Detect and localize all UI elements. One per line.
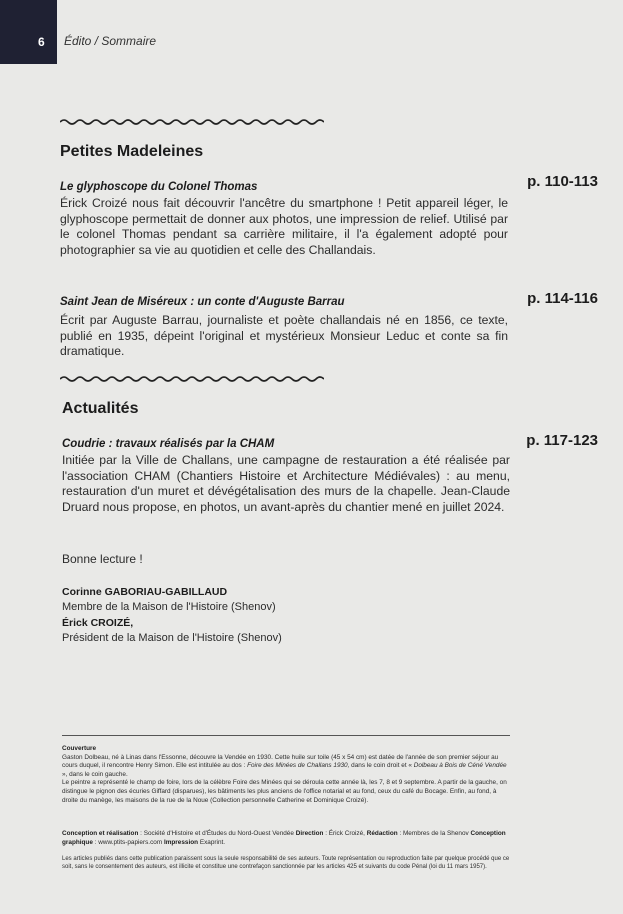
wavy-divider-top bbox=[60, 117, 324, 127]
article-body: Initiée par la Ville de Challans, une campagne de restauration a été réalisée par l'association CHAM (Chantiers Histoire et Architecture Médiévales) : au menu, restauration d'un muret et dévégétalisation des murs de la chapelle. Jean-Claude Druard nous propose, en photos, un avant-après du chantier mené en juillet 2024. bbox=[62, 453, 510, 514]
credits-text: Exaprint. bbox=[199, 838, 226, 846]
article-pages: p. 114-116 bbox=[527, 290, 598, 307]
wavy-divider-middle bbox=[60, 374, 324, 384]
signature-name: Érick CROIZÉ, bbox=[62, 617, 134, 629]
credits-label: Conception et réalisation bbox=[62, 830, 139, 837]
credits-label: Impression bbox=[163, 838, 199, 846]
section-title-actualites: Actualités bbox=[62, 400, 139, 417]
signature-role: Président de la Maison de l'Histoire (Shenov) bbox=[62, 632, 282, 644]
cover-text: Gaston Dolbeau, né à Linas dans l'Essonne, découvre la Vendée en 1930. Cette huile sur toile (45 x 54 cm) est datée de l'année de son premier séjour au cours duquel, il rencontre Henry Simon. Elle est intitulée au dos : bbox=[62, 753, 499, 770]
article-title: Coudrie : travaux réalisés par la CHAM bbox=[62, 438, 275, 450]
article-title: Le glyphoscope du Colonel Thomas bbox=[60, 181, 258, 193]
legal-notice: Les articles publiés dans cette publication paraissent sous la seule responsabilité de ses auteurs. Toute représentation ou reproduction faite par quelque procédé que ce soit, sans le consentement des auteurs, est illicite et constitue une contrefaçon sanctionnée par les articles 425 et suivants du code Pénal (loi du 11 mars 1957). bbox=[62, 856, 510, 870]
footer-divider bbox=[62, 735, 510, 736]
credits-label: Rédaction bbox=[366, 830, 398, 837]
article-body: Écrit par Auguste Barrau, journaliste et poète challandais né en 1856, ce texte, publié en 1935, dépeint l'original et mystérieux Monsieur Leduc et conte sa fin dramatique. bbox=[60, 313, 508, 359]
cover-caption bbox=[62, 745, 512, 805]
credits-label: Conception graphique bbox=[62, 830, 506, 846]
cover-description: Le peintre a représenté le champ de foire, lors de la célèbre Foire des Minées qui se déroula cette année là, les 7, 8 et 9 septembre. A partir de la gauche, on distingue le pignon des écuries Giffard (disparues), les bâtiments les plus anciens de l'office notarial et au fond, ceux du café du Bocage. Enfin, au fond, à droite du manège, les maisons de la rue de la Noue (Collection personnelle Catherine et Dominique Croizé). bbox=[62, 779, 507, 804]
article-body: Érick Croizé nous fait découvrir l'ancêtre du smartphone ! Petit appareil léger, le glyphoscope permettait de donner aux photos, une impression de relief. Utilisé par le colonel Thomas pendant sa carrière militaire, il l'a également adopté pour photographier sa vie au quotidien et celle des Challandais. bbox=[60, 196, 508, 257]
page-number: 6 bbox=[38, 35, 45, 49]
credits-text: : Érick Croizé, bbox=[325, 830, 365, 837]
page-number-box bbox=[0, 0, 57, 64]
credits-text: : www.ptits-papiers.com bbox=[94, 838, 163, 846]
section-title-petites-madeleines: Petites Madeleines bbox=[60, 143, 204, 160]
signature-name: Corinne GABORIAU-GABILLAUD bbox=[62, 586, 228, 598]
article-pages: p. 117-123 bbox=[526, 432, 598, 449]
article-pages: p. 110-113 bbox=[527, 173, 598, 190]
credits-text: : Société d'Histoire et d'Études du Nord-Ouest Vendée bbox=[140, 830, 294, 837]
credits bbox=[62, 830, 512, 847]
article-title: Saint Jean de Miséreux : un conte d'Auguste Barrau bbox=[60, 296, 345, 308]
signature-role: Membre de la Maison de l'Histoire (Shenov) bbox=[62, 601, 276, 613]
cover-text: », dans le coin gauche. bbox=[62, 770, 128, 778]
cover-signature-italic: Dolbeau à Bois de Céné Vendée bbox=[413, 762, 507, 770]
cover-title-italic: Foire des Minées de Challans 1930, bbox=[247, 762, 350, 770]
running-header: Édito / Sommaire bbox=[64, 34, 157, 48]
closing-text: Bonne lecture ! bbox=[62, 552, 143, 566]
credits-label: Direction bbox=[295, 830, 324, 837]
cover-text: dans le coin droit et « bbox=[351, 762, 412, 770]
credits-text: : Membres de la Shenov bbox=[399, 830, 469, 837]
cover-heading: Couverture bbox=[62, 745, 97, 752]
